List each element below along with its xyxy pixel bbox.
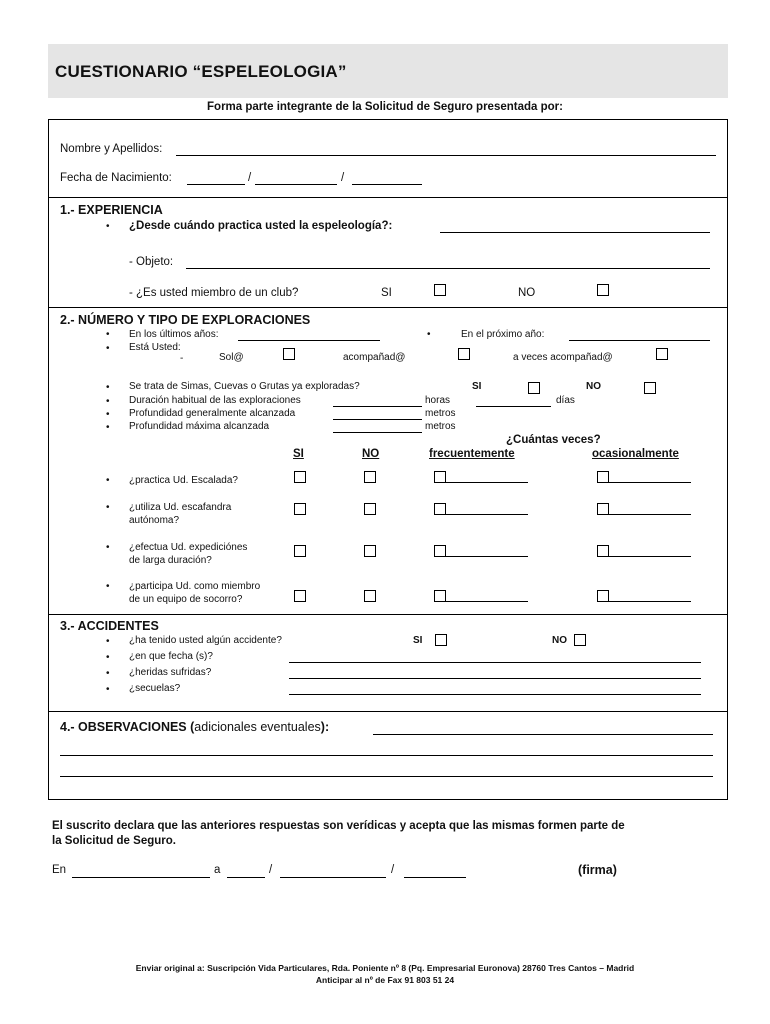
- divider-personal: [48, 197, 728, 198]
- activity-line1: ¿efectua Ud. expediciónes: [129, 542, 248, 553]
- section2-title: 2.- NÚMERO Y TIPO DE EXPLORACIONES: [60, 313, 311, 327]
- fecha-question: ¿en que fecha (s)?: [129, 651, 213, 662]
- bullet: •: [106, 684, 110, 695]
- section3-title: 3.- ACCIDENTES: [60, 619, 159, 633]
- activity-line2: de larga duración?: [129, 555, 212, 566]
- footer-fax: Anticipar al nº de Fax 91 803 51 24: [315, 975, 455, 985]
- section4-close: ):: [320, 720, 330, 734]
- last-years-label: En los últimos años:: [129, 329, 219, 340]
- duracion-label: Duración habitual de las exploraciones: [129, 395, 301, 406]
- name-label: Nombre y Apellidos:: [60, 143, 163, 155]
- dob-year-field[interactable]: [352, 184, 422, 185]
- activity-line2: autónoma?: [129, 515, 180, 526]
- acompanado-label: acompañad@: [343, 352, 406, 363]
- declaration-line2: la Solicitud de Seguro.: [52, 835, 176, 847]
- accidente-question: ¿ha tenido usted algún accidente?: [129, 635, 282, 646]
- footer-address: Enviar original a: Suscripción Vida Particulares, Rda. Poniente nº 8 (Pq. Empresarial Euronova) 28760 Tres Cantos – Madrid: [135, 963, 635, 973]
- club-si-checkbox[interactable]: [434, 284, 446, 296]
- date-slash-1: /: [269, 864, 273, 876]
- simas-no-checkbox[interactable]: [644, 382, 656, 394]
- bullet: •: [106, 422, 110, 433]
- bullet: •: [106, 542, 110, 553]
- dob-day-field[interactable]: [187, 184, 245, 185]
- secuelas-field[interactable]: [289, 694, 701, 695]
- expediciones-frec-field[interactable]: [446, 556, 528, 557]
- divider-section3: [48, 614, 728, 615]
- acompanado-checkbox[interactable]: [458, 348, 470, 360]
- dias-unit: días: [556, 395, 575, 406]
- club-no-label: NO: [518, 287, 536, 299]
- socorro-ocas-checkbox[interactable]: [597, 590, 609, 602]
- escalada-si-checkbox[interactable]: [294, 471, 306, 483]
- col-si-header: SI: [293, 448, 304, 460]
- page-subtitle: Forma parte integrante de la Solicitud de Seguro presentada por:: [207, 101, 563, 113]
- dob-separator-2: /: [341, 172, 345, 184]
- bullet: •: [106, 636, 110, 647]
- simas-si-checkbox[interactable]: [528, 382, 540, 394]
- month-field[interactable]: [280, 877, 386, 878]
- escafandra-ocas-field[interactable]: [609, 514, 691, 515]
- col-no-header: NO: [362, 448, 380, 460]
- section4-title: [60, 720, 329, 734]
- dob-label: Fecha de Nacimiento:: [60, 172, 172, 184]
- expediciones-si-checkbox[interactable]: [294, 545, 306, 557]
- socorro-frec-checkbox[interactable]: [434, 590, 446, 602]
- club-no-checkbox[interactable]: [597, 284, 609, 296]
- observaciones-field-3[interactable]: [60, 776, 713, 777]
- bullet: •: [106, 475, 110, 486]
- divider-section4: [48, 711, 728, 712]
- bullet: •: [106, 581, 110, 592]
- prof-general-label: Profundidad generalmente alcanzada: [129, 408, 296, 419]
- section4-paren-text: adicionales eventuales: [194, 720, 321, 734]
- accidente-no-checkbox[interactable]: [574, 634, 586, 646]
- escafandra-si-checkbox[interactable]: [294, 503, 306, 515]
- divider-section2: [48, 307, 728, 308]
- prof-general-field[interactable]: [333, 419, 422, 420]
- bullet: •: [106, 221, 110, 232]
- escalada-ocas-checkbox[interactable]: [597, 471, 609, 483]
- accidente-si-label: SI: [413, 635, 423, 646]
- activity-line1: ¿utiliza Ud. escafandra: [129, 502, 232, 513]
- escafandra-ocas-checkbox[interactable]: [597, 503, 609, 515]
- club-si-label: SI: [381, 287, 392, 299]
- col-ocasionalmente-header: ocasionalmente: [592, 448, 679, 460]
- bullet: •: [427, 329, 431, 340]
- bullet: •: [106, 329, 110, 340]
- escafandra-frec-field[interactable]: [446, 514, 528, 515]
- last-years-field[interactable]: [238, 340, 380, 341]
- expediciones-frec-checkbox[interactable]: [434, 545, 446, 557]
- prof-max-field[interactable]: [333, 432, 422, 433]
- bullet: •: [106, 382, 110, 393]
- observaciones-field-1[interactable]: [373, 734, 713, 735]
- a-veces-checkbox[interactable]: [656, 348, 668, 360]
- solo-checkbox[interactable]: [283, 348, 295, 360]
- prof-max-label: Profundidad máxima alcanzada: [129, 421, 270, 432]
- date-slash-2: /: [391, 864, 395, 876]
- simas-si-label: SI: [472, 381, 482, 392]
- socorro-si-checkbox[interactable]: [294, 590, 306, 602]
- heridas-question: ¿heridas sufridas?: [129, 667, 212, 678]
- declaration-line1: El suscrito declara que las anteriores respuestas son verídicas y acepta que las mismas formen parte de: [52, 820, 625, 832]
- experience-field[interactable]: [440, 232, 710, 233]
- name-field[interactable]: [176, 155, 716, 156]
- dob-separator-1: /: [248, 172, 252, 184]
- simas-no-label: NO: [586, 381, 601, 392]
- accidente-no-label: NO: [552, 635, 567, 646]
- year-field[interactable]: [404, 877, 466, 878]
- solo-label: Sol@: [219, 352, 244, 363]
- esta-usted-label: Está Usted:: [129, 342, 181, 353]
- object-label: - Objeto:: [129, 256, 174, 268]
- bullet: •: [106, 652, 110, 663]
- club-label: - ¿Es usted miembro de un club?: [129, 287, 299, 299]
- escalada-ocas-field[interactable]: [609, 482, 691, 483]
- escalada-frec-checkbox[interactable]: [434, 471, 446, 483]
- page-title: CUESTIONARIO “ESPELEOLOGIA”: [55, 62, 347, 81]
- horas-field[interactable]: [333, 406, 422, 407]
- dob-month-field[interactable]: [255, 184, 337, 185]
- dash: -: [180, 353, 184, 364]
- activity-line1: ¿participa Ud. como miembro: [129, 581, 261, 592]
- en-label: En: [52, 864, 67, 876]
- activity-line2: de un equipo de socorro?: [129, 594, 243, 605]
- heridas-field[interactable]: [289, 678, 701, 679]
- next-year-field[interactable]: [569, 340, 710, 341]
- a-veces-label: a veces acompañad@: [513, 352, 613, 363]
- escalada-frec-field[interactable]: [446, 482, 528, 483]
- object-field[interactable]: [186, 268, 710, 269]
- metros-unit-1: metros: [425, 408, 456, 419]
- escafandra-no-checkbox[interactable]: [364, 503, 376, 515]
- socorro-frec-field[interactable]: [446, 601, 528, 602]
- simas-label: Se trata de Simas, Cuevas o Grutas ya exploradas?: [129, 381, 360, 392]
- escalada-no-checkbox[interactable]: [364, 471, 376, 483]
- col-frecuentemente-header: frecuentemente: [429, 448, 515, 460]
- section1-title: 1.- EXPERIENCIA: [60, 203, 163, 217]
- horas-unit: horas: [425, 395, 451, 406]
- socorro-ocas-field[interactable]: [609, 601, 691, 602]
- bullet: •: [106, 396, 110, 407]
- fecha-field[interactable]: [289, 662, 701, 663]
- next-year-label: En el próximo año:: [461, 329, 545, 340]
- cuantas-veces-label: ¿Cuántas veces?: [506, 434, 601, 446]
- expediciones-ocas-checkbox[interactable]: [597, 545, 609, 557]
- activity-line1: ¿practica Ud. Escalada?: [129, 475, 238, 486]
- accidente-si-checkbox[interactable]: [435, 634, 447, 646]
- section4-title-text: 4.- OBSERVACIONES (: [60, 720, 195, 734]
- metros-unit-2: metros: [425, 421, 456, 432]
- expediciones-no-checkbox[interactable]: [364, 545, 376, 557]
- a-label: a: [214, 864, 221, 876]
- day-field[interactable]: [227, 877, 265, 878]
- firma-label: (firma): [578, 863, 617, 877]
- dias-field[interactable]: [476, 406, 551, 407]
- secuelas-question: ¿secuelas?: [129, 683, 181, 694]
- bullet: •: [106, 409, 110, 420]
- experience-question: ¿Desde cuándo practica usted la espeleología?:: [129, 220, 393, 232]
- escafandra-frec-checkbox[interactable]: [434, 503, 446, 515]
- expediciones-ocas-field[interactable]: [609, 556, 691, 557]
- bullet: •: [106, 502, 110, 513]
- observaciones-field-2[interactable]: [60, 755, 713, 756]
- bullet: •: [106, 668, 110, 679]
- socorro-no-checkbox[interactable]: [364, 590, 376, 602]
- bullet: •: [106, 343, 110, 354]
- place-field[interactable]: [72, 877, 210, 878]
